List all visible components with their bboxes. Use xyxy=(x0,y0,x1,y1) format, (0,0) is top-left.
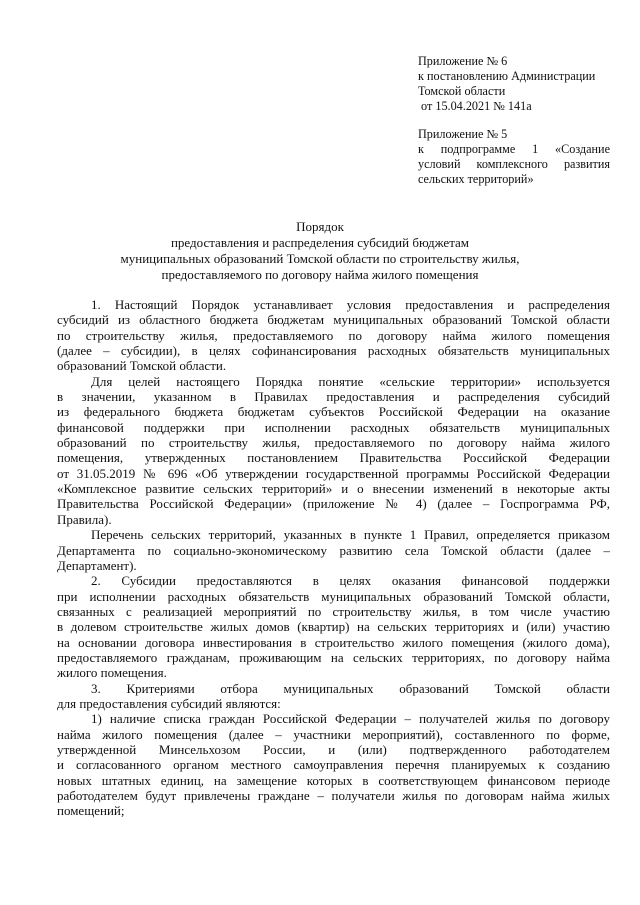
appendix-6-line: к постановлению Администрации xyxy=(418,69,596,83)
text-line: найма жилого помещения (далее – участники мероприятий), составленного по форме, xyxy=(57,726,610,742)
text-line: связанных с реализацией мероприятий по строительству жилья, в том числе участию xyxy=(57,603,610,619)
text-line: и согласованного органом местного самоуправления перечня планируемых к созданию xyxy=(57,757,610,773)
text-line: субсидий из областного бюджета бюджетам муниципальных образований Томской области xyxy=(57,312,610,328)
text-line: при исполнении расходных обязательств муниципальных образований Томской области, xyxy=(57,588,610,604)
text-line: «Комплексное развитие сельских территорий» и о внесении изменений в некоторые акты xyxy=(57,481,610,497)
text-line: утвержденной Минсельхозом России, и (или) подтвержденного работодателем xyxy=(57,741,610,757)
appendix-6-line: Томской области xyxy=(418,84,506,98)
text-line: Департамент). xyxy=(57,557,137,573)
text-line: помещений; xyxy=(57,803,125,819)
title-line: предоставления и распределения субсидий бюджетам xyxy=(170,235,470,250)
text-line: помещения, утвержденных постановлением Правительства Российской Федерации xyxy=(57,450,610,466)
title-line: муниципальных образований Томской области по строительству жилья, xyxy=(120,251,520,266)
text-line: образований Томской области. xyxy=(57,358,227,374)
appendix-5-line: условий комплексного развития xyxy=(418,157,610,171)
text-line: на основании договора инвестирования в строительство жилого помещения (жилого дома), xyxy=(57,634,610,650)
text-line: Перечень сельских территорий, указанных в пункте 1 Правил, определяется приказом xyxy=(91,527,610,543)
appendix-6-line: Приложение № 6 xyxy=(418,54,508,68)
text-line: Департамента по социально-экономическому развитию села Томской области (далее – xyxy=(57,542,610,558)
appendix-5-header xyxy=(418,127,610,187)
text-line: 2. Субсидии предоставляются в целях оказания финансовой поддержки xyxy=(91,573,610,589)
text-line: Правительства Российской Федерации» (приложение № 4) (далее – Госпрограмма РФ, xyxy=(57,496,610,512)
text-line: жилого помещения. xyxy=(57,665,167,681)
text-line: в значении, указанном в Правилах предоставления и распределения субсидий xyxy=(57,389,610,405)
text-line: Для целей настоящего Порядка понятие «сельские территории» используется xyxy=(91,373,610,389)
text-line: в долевом строительстве жилых домов (квартир) на сельских территориях и (или) участию xyxy=(57,619,610,635)
text-line: из федерального бюджета бюджетам субъектов Российской Федерации на оказание xyxy=(57,404,610,420)
text-line: финансовой поддержки при исполнении расходных обязательств муниципальных xyxy=(57,419,610,435)
paragraph-3 xyxy=(57,681,610,712)
text-line: (далее – субсидии), в целях софинансирования расходных обязательств муниципальных xyxy=(57,343,610,359)
text-line: предоставляемого гражданам, проживающим на сельских территориях, по договору найма xyxy=(57,649,610,665)
text-line: Правила). xyxy=(57,511,112,527)
paragraph-1 xyxy=(57,297,610,374)
paragraph-rural-definition xyxy=(57,374,610,527)
appendix-6-line: от 15.04.2021 № 141а xyxy=(418,99,532,113)
paragraph-3-item-1 xyxy=(57,711,610,818)
text-line: работодателем будут привлечены граждане – получатели жилья по договорам найма жилых xyxy=(57,788,610,803)
document-body xyxy=(57,297,610,819)
appendix-5-line: к подпрограмме 1 «Создание xyxy=(418,142,610,156)
paragraph-2 xyxy=(57,573,610,680)
title-line: Порядок xyxy=(296,219,344,234)
title-line: предоставляемого по договору найма жилого помещения xyxy=(161,267,479,282)
document-title xyxy=(60,219,580,283)
appendix-6-header xyxy=(418,54,610,114)
text-line: 3. Критериями отбора муниципальных образований Томской области xyxy=(91,680,610,696)
text-line: для предоставления субсидий являются: xyxy=(57,695,281,711)
text-line: образований по строительству жилья, предоставляемого по договору найма жилого xyxy=(57,435,610,451)
text-line: 1) наличие списка граждан Российской Федерации – получателей жилья по договору xyxy=(91,711,610,727)
paragraph-territories-list xyxy=(57,527,610,573)
text-line: 1. Настоящий Порядок устанавливает условия предоставления и распределения xyxy=(91,297,610,312)
text-line: новых штатных единиц, на замещение которых в соответствующем финансовом периоде xyxy=(57,772,610,788)
text-line: по строительству жилья, предоставляемого по договору найма жилого помещения xyxy=(57,327,610,343)
appendix-5-line: Приложение № 5 xyxy=(418,127,508,141)
text-line: от 31.05.2019 № 696 «Об утверждении государственной программы Российской Федерации xyxy=(57,465,610,481)
appendix-5-line: сельских территорий» xyxy=(418,172,534,186)
